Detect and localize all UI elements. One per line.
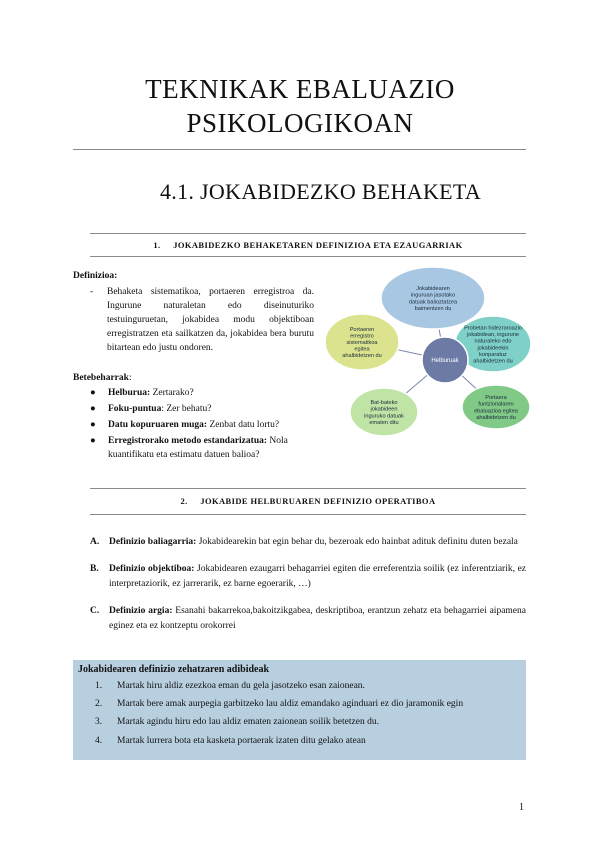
operational-definitions <box>90 535 526 646</box>
diagram-node-text: Probetan hidezraroazio <box>464 325 522 332</box>
example-item <box>95 681 365 691</box>
diagram-node-text: funtzionalaren <box>478 401 514 408</box>
requirement-item <box>90 402 330 416</box>
example-text: Martak bere amak aurpegia garbitzeko lau aldiz emandako aginduari ez dio jaramonik egin <box>117 699 464 709</box>
requirements-list <box>90 386 330 464</box>
definition-label: Definizioa: <box>73 271 118 281</box>
diagram-node-text: Portaera <box>485 395 507 402</box>
example-number: 4. <box>95 736 103 746</box>
example-number: 2. <box>95 699 103 709</box>
diagram-node-text: inguruko datuak <box>364 413 404 420</box>
diagram-node <box>462 385 530 429</box>
diagram-node-text: egitea <box>354 346 370 353</box>
definition-item <box>90 604 526 634</box>
requirement-label: Datu kopuruaren muga: <box>108 420 208 430</box>
section2-heading <box>90 496 526 506</box>
definition-letter: B. <box>90 564 99 574</box>
section1-number: 1. <box>153 240 161 250</box>
diagram-node-text: ahalbidetzen du <box>476 414 516 421</box>
diagram-node-text: Portaeren <box>349 326 375 333</box>
examples-title: Jokabidearen definizio zehatzaren adibideak <box>78 664 270 675</box>
diagram-node <box>325 314 399 370</box>
diagram-node-text: ebaluazioa egitea <box>474 408 518 415</box>
diagram-node-text: jokabideekin <box>477 345 509 352</box>
definition-text: Behaketa sistematikoa, portaeren erregistroa da. Ingurune naturaletan edo diseinuturiko testuinguruetan, jokabidea modu objektiboan erregistratzen eta sailkatzen da, jokabidea bera burutu bitartean edo justu ondoren. <box>107 287 314 353</box>
example-item <box>95 717 379 727</box>
section1-top-rule <box>90 233 526 234</box>
example-item <box>95 699 463 709</box>
diagram-node <box>381 267 485 329</box>
requirement-label: Erregistrorako metodo estandarizatua: <box>108 436 268 446</box>
requirement-text: : Zer behatu? <box>161 404 212 414</box>
section2-title: JOKABIDE HELBURUAREN DEFINIZIO OPERATIBOA <box>200 496 436 506</box>
requirement-text: Nola kuantifikatu eta estimatu datuen balioa? <box>108 436 288 460</box>
definition-item-text: Esanahi bakarrekoa,bakoitzikgabea, deskriptiboa, erantzun zehatz eta behagarriei aipamena eginez eta ez kontzeptu orokorrei <box>109 606 526 631</box>
definition-item <box>90 535 526 550</box>
bullet-icon: ● <box>90 420 96 430</box>
diagram-node-text: ahalbidetzen du <box>473 358 513 365</box>
example-text: Martak hiru aldiz ezezkoa eman du gela jasotzeko esan zaionean. <box>117 681 365 691</box>
definition-letter: C. <box>90 606 100 616</box>
bullet-icon: ● <box>90 436 96 446</box>
diagram-node-text: Bat-bateko <box>370 400 398 407</box>
section-subtitle: 4.1. JOKABIDEZKO BEHAKETA <box>160 179 482 204</box>
objectives-diagram <box>315 265 530 440</box>
diagram-node-text: ahalbidetzen du <box>342 353 382 360</box>
example-text: Martak agindu hiru edo lau aldiz ematen zaionean soilik betetzen du. <box>117 717 379 727</box>
requirement-text: Zertarako? <box>150 388 194 398</box>
definition-item-text: Jokabidearekin bat egin behar du, bezeroak edo hainbat adituk definitu duten bezala <box>196 537 518 547</box>
requirement-item <box>90 386 330 400</box>
section1-title: JOKABIDEZKO BEHAKETAREN DEFINIZIOA ETA EZAUGARRIAK <box>173 240 463 250</box>
diagram-node-text: baimentzen du <box>414 305 452 312</box>
diagram-node-text: konparatuz <box>479 351 507 358</box>
definition-item-label: Definizio objektiboa: <box>109 564 195 574</box>
page-title-line-1: TEKNIKAK EBALUAZIO <box>145 74 455 104</box>
requirements-label-text: Betebeharrak <box>73 373 129 383</box>
requirements-label: Betebeharrak: <box>73 373 132 383</box>
requirement-label: Helburua: <box>108 388 151 398</box>
requirement-item <box>90 434 330 462</box>
requirement-item <box>90 418 330 432</box>
definition-item-label: Definizio baliagarria: <box>109 537 197 547</box>
section2-number: 2. <box>180 496 188 506</box>
example-text: Martak lurrera bota eta kasketa portaerak izaten ditu gelako atean <box>117 736 366 746</box>
title-divider <box>73 149 526 150</box>
diagram-node-text: inguruan jasotako <box>410 292 456 299</box>
example-item <box>95 736 366 746</box>
example-number: 3. <box>95 717 103 727</box>
diagram-node-text: erregistro <box>350 333 374 340</box>
bullet-icon: ● <box>90 388 96 398</box>
definition-item-label: Definizio argia: <box>109 606 173 616</box>
diagram-node-text: jokabideen <box>370 406 398 413</box>
definition-letter: A. <box>90 537 100 547</box>
definition-item-text: Jokabidearen ezaugarri behagarriei egiten die erreferentzia soilik (ez inferentziarik, ez interpretaziorik, ez jarrerarik, ez barne egoerarik, …) <box>109 564 527 589</box>
diagram-node-text: naturaleko edo <box>474 338 512 345</box>
diagram-node <box>350 388 418 436</box>
section2-top-rule <box>90 488 526 489</box>
section1-bottom-rule <box>90 256 526 257</box>
definition-item <box>90 562 526 592</box>
diagram-node-text: ematen ditu <box>369 419 399 426</box>
definition-dash: - <box>90 287 94 297</box>
diagram-node-text: jokabidean, ingurune <box>467 332 519 339</box>
diagram-node-text: sistematikoa <box>346 340 378 346</box>
requirement-text: Zenbat datu lortu? <box>207 420 280 430</box>
diagram-node-text: datuak balioztatzea <box>408 299 458 306</box>
section2-bottom-rule <box>90 514 526 515</box>
diagram-center-label: Helburuak <box>431 358 459 364</box>
section1-heading <box>90 240 526 250</box>
bullet-icon: ● <box>90 404 96 414</box>
example-number: 1. <box>95 681 103 691</box>
page-number: 1 <box>519 802 524 813</box>
requirement-label: Foku-puntua <box>108 404 162 414</box>
diagram-node-text: Jokabidearen <box>416 286 450 293</box>
page-title-line-2: PSIKOLOGIKOAN <box>186 108 414 138</box>
